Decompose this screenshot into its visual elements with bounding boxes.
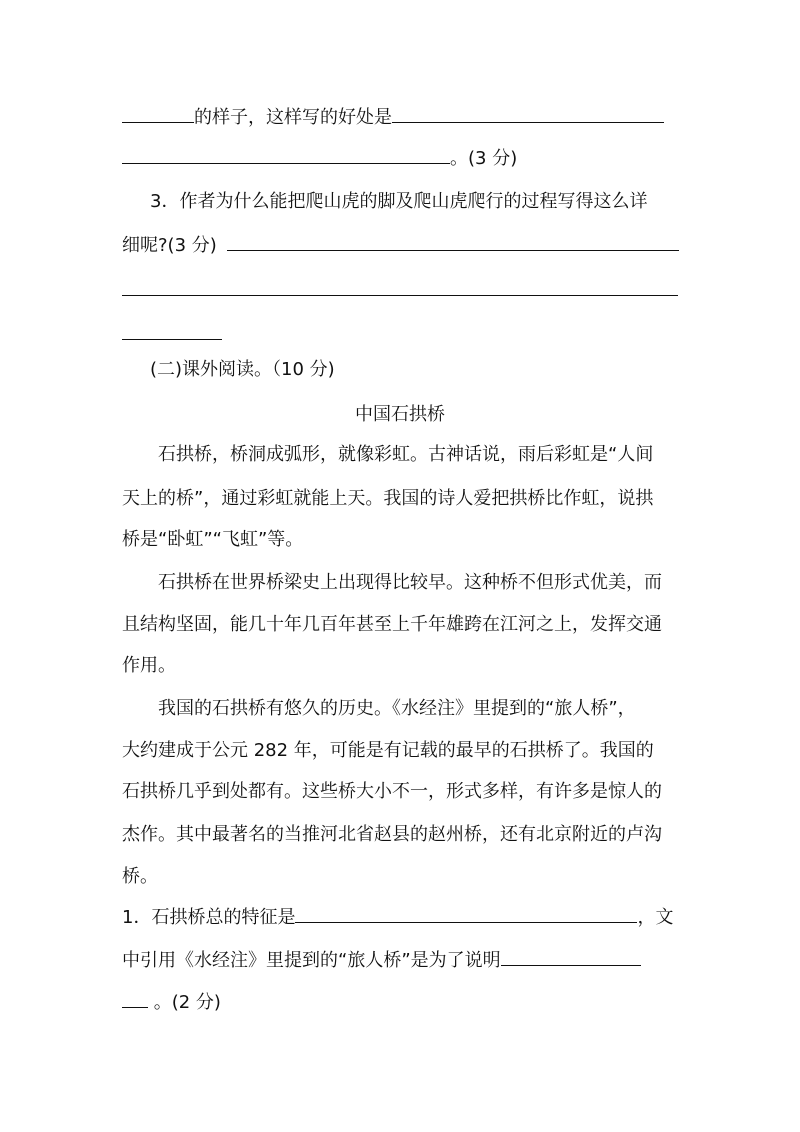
passage-line: 大约建成于公元 282 年，可能是有记载的最早的石拱桥了。我国的 <box>122 740 654 761</box>
passage-line: 桥。 <box>122 866 158 887</box>
q3-answer-line-4 <box>122 318 222 352</box>
passage-line: 天上的桥”，通过彩虹就能上天。我国的诗人爱把拱桥比作虹，说拱 <box>122 488 654 509</box>
answer-blank[interactable] <box>122 142 450 164</box>
answer-blank[interactable] <box>122 986 148 1008</box>
question-1-line-1 <box>122 901 673 935</box>
question-1-line-3 <box>122 986 221 1020</box>
q3-question-line-1: 3．作者为什么能把爬山虎的脚及爬山虎爬行的过程写得这么详 <box>150 191 648 212</box>
passage-line: 石拱桥在世界桥梁史上出现得比较早。这种桥不但形式优美，而 <box>158 572 662 593</box>
q3-question-line-2 <box>122 229 679 263</box>
answer-blank[interactable] <box>295 901 637 923</box>
q2-text: 的样子，这样写的好处是 <box>194 107 392 128</box>
answer-blank[interactable] <box>122 318 222 340</box>
passage-line: 石拱桥几乎到处都有。这些桥大小不一，形式多样，有许多是惊人的 <box>122 781 662 802</box>
passage-line: 杰作。其中最著名的当推河北省赵县的赵州桥，还有北京附近的卢沟 <box>122 824 662 845</box>
answer-blank[interactable] <box>122 101 194 123</box>
answer-blank[interactable] <box>392 101 664 123</box>
q2-answer-line-2 <box>122 142 517 176</box>
q2-answer-line-1 <box>122 101 664 135</box>
answer-blank[interactable] <box>122 274 678 296</box>
passage-title: 中国石拱桥 <box>355 404 445 425</box>
answer-blank[interactable] <box>501 944 641 966</box>
answer-blank[interactable] <box>227 229 679 251</box>
section-heading: (二)课外阅读。（10 分) <box>150 359 335 380</box>
question-1-line-2 <box>122 944 641 978</box>
question-1-text: 1．石拱桥总的特征是 <box>122 907 296 928</box>
passage-line: 石拱桥，桥洞成弧形，就像彩虹。古神话说，雨后彩虹是“人间 <box>158 444 654 465</box>
q3-answer-line-3 <box>122 274 678 308</box>
q3-score: 细呢?(3 分) <box>122 235 217 256</box>
passage-line: 且结构坚固，能几十年几百年甚至上千年雄跨在江河之上，发挥交通 <box>122 614 662 635</box>
passage-line: 桥是“卧虹”“飞虹”等。 <box>122 529 304 550</box>
question-1-text: 中引用《水经注》里提到的“旅人桥”是为了说明 <box>122 950 501 971</box>
question-1-text-end: ，文 <box>637 907 674 928</box>
passage-line: 我国的石拱桥有悠久的历史。《水经注》里提到的“旅人桥”， <box>158 698 636 719</box>
passage-line: 作用。 <box>122 655 176 676</box>
q2-score: 。(3 分) <box>450 148 518 169</box>
question-1-score: 。(2 分) <box>148 992 221 1013</box>
